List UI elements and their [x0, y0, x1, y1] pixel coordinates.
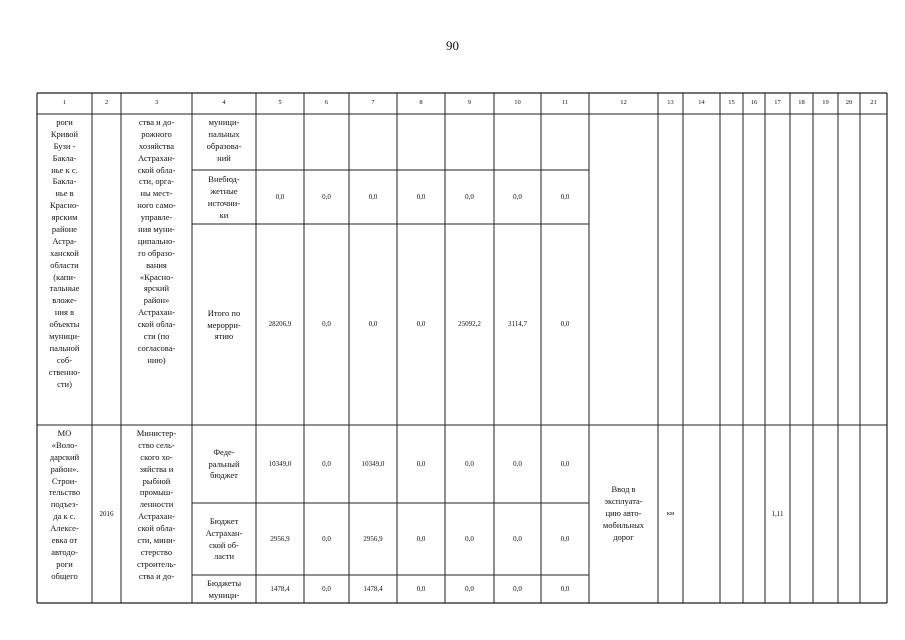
row-object-name-line: МО [57, 428, 72, 438]
row-object-name-line: автодо- [51, 546, 78, 557]
funding-source [192, 577, 256, 602]
row-object-name [37, 117, 92, 428]
indicator-name-line: дорог [613, 531, 634, 542]
row-object-name-line: ственно- [48, 366, 81, 377]
funding-source-line: ральный [208, 458, 240, 469]
row-object-name-line: соб- [56, 354, 73, 365]
row-executor-line: хозяйства [138, 140, 175, 151]
indicator-name-line: эксплуата- [604, 496, 643, 507]
row-executor-line: Министер- [136, 428, 177, 438]
row-object-name-line: подъез- [50, 499, 79, 510]
row-executor-line: управле- [140, 212, 173, 223]
header-cell-16: 16 [750, 99, 758, 107]
row-object-name-line: общего [51, 570, 78, 581]
indicator-name [589, 425, 658, 603]
funding-source [192, 117, 256, 169]
row-object-name-line: роги [56, 558, 73, 569]
funding-source-line: ской об- [209, 539, 239, 550]
funding-value: 0,0 [368, 192, 378, 201]
indicator-name-line: Ввод в [611, 484, 636, 495]
funding-value: 10349,0 [268, 459, 292, 468]
unit: км [666, 509, 675, 517]
row-object-name-line: нье к с. [51, 164, 78, 175]
funding-source-line: образова- [206, 140, 242, 151]
row-executor-line: промыш- [139, 487, 174, 498]
page-number: 90 [446, 38, 459, 53]
row-object-name-line: вложе- [52, 295, 77, 306]
header-cell-1: 1 [62, 99, 67, 107]
row-object-name-line: Астра- [52, 235, 77, 246]
header-cell-18: 18 [798, 99, 805, 107]
funding-value: 0,0 [416, 584, 426, 593]
funding-value: 0,0 [322, 320, 331, 328]
funding-source [192, 505, 256, 574]
row-executor-line: сти, орга- [139, 176, 174, 187]
header-cell-21: 21 [870, 99, 877, 107]
funding-value: 0,0 [560, 584, 570, 593]
funding-value: 25092,2 [458, 320, 481, 328]
row-executor-line: ского хо- [140, 451, 173, 462]
row-object-name-line: Бузи - [53, 140, 76, 151]
row-executor-line: го образо- [138, 247, 175, 258]
row-object-name-line: район». [50, 463, 79, 474]
row-executor-line: ного само- [137, 200, 176, 211]
funding-value: 0,0 [513, 534, 522, 543]
funding-value: 0,0 [322, 534, 331, 543]
funding-value: 10349,0 [361, 459, 385, 468]
header-cell-8: 8 [419, 99, 423, 107]
row-executor-line: сти, мини- [137, 535, 176, 546]
row-executor-line: нию) [147, 354, 166, 365]
funding-source-line: муници- [208, 117, 240, 127]
funding-value: 0,0 [465, 534, 474, 543]
funding-source-line: ятию [214, 331, 234, 342]
row-executor-line: Астрахан- [138, 152, 175, 163]
row-object-name-line: тельство [48, 487, 81, 498]
funding-value: 0,0 [465, 584, 474, 593]
funding-value: 0,0 [275, 192, 285, 201]
header-cell-7: 7 [371, 99, 375, 107]
row-executor-line: рожного [141, 128, 172, 139]
row-executor-line: «Красно- [139, 271, 174, 282]
row-object-name-line: Красно- [49, 200, 80, 211]
row-executor-line: ства и до- [138, 570, 175, 581]
row-executor [121, 428, 192, 606]
row-executor-line: ской обла- [137, 164, 176, 175]
funding-value: 0,0 [322, 584, 331, 593]
funding-source-line: жетные [210, 186, 238, 197]
funding-value: 0,0 [465, 459, 474, 468]
funding-value: 2956,9 [270, 534, 290, 543]
row-object-name-line: Кривой [50, 128, 79, 139]
row-object-name-line: пальной [49, 342, 80, 353]
funding-source-line: бюджет [210, 470, 238, 481]
funding-source-line: Бюджеты [206, 577, 242, 588]
row-object-name-line: сти) [57, 378, 72, 389]
row-object-name [37, 428, 92, 606]
funding-value: 0,0 [513, 459, 522, 468]
row-executor-line: ства и до- [138, 117, 175, 127]
funding-value: 0,0 [322, 192, 331, 201]
funding-value: 0,0 [560, 534, 570, 543]
funding-source-line: муници- [208, 589, 240, 600]
header-cell-5: 5 [278, 99, 282, 107]
header-cell-15: 15 [728, 99, 735, 107]
funding-source [192, 173, 256, 223]
row-executor-line: Астрахан- [138, 511, 175, 522]
row-executor-line: строитель- [136, 558, 177, 569]
funding-value: 0,0 [416, 534, 426, 543]
row-executor-line: сти (по [143, 331, 170, 342]
header-cell-14: 14 [698, 99, 705, 107]
header-cell-9: 9 [467, 99, 472, 107]
funding-value: 0,0 [416, 320, 426, 328]
header-cell-3: 3 [154, 99, 159, 107]
funding-source [192, 227, 256, 424]
target-value: 1,11 [771, 509, 784, 518]
row-object-name-line: области [50, 259, 79, 270]
funding-value: 2956,9 [363, 534, 383, 543]
header-cell-6: 6 [324, 99, 329, 107]
header-cell-20: 20 [845, 99, 853, 107]
indicator-name-line: цию авто- [605, 508, 642, 519]
funding-source-line: Итого по [207, 307, 241, 318]
row-executor [121, 117, 192, 428]
row-executor-line: стерство [140, 546, 173, 557]
funding-value: 0,0 [513, 192, 522, 201]
funding-source [192, 427, 256, 502]
header-cell-17: 17 [774, 99, 781, 107]
funding-value: 3114,7 [508, 320, 527, 328]
row-executor-line: зяйства и [139, 463, 174, 474]
funding-source-line: мероpри- [207, 319, 241, 330]
funding-value: 0,0 [322, 459, 331, 468]
row-executor-line: рыбной [142, 475, 171, 486]
row-object-name-line: Алексе- [50, 523, 79, 534]
row-executor-line: ния муни- [138, 224, 175, 235]
row-object-name-line: роги [56, 117, 73, 127]
row-executor-line: вания [146, 259, 167, 270]
row-object-name-line: дарский [49, 451, 80, 462]
row-object-name-line: ханской [50, 247, 79, 258]
row-object-name-line: евка от [51, 535, 78, 546]
funding-value: 0,0 [465, 192, 474, 201]
funding-value: 0,0 [416, 192, 426, 201]
row-executor-line: Астрахан- [138, 307, 175, 318]
row-object-name-line: Строи- [51, 475, 78, 486]
row-executor-line: ской обла- [137, 523, 176, 534]
funding-value: 0,0 [416, 459, 426, 468]
funding-value: 0,0 [368, 320, 378, 328]
funding-source-line: ки [219, 209, 229, 220]
row-object-name-line: муници- [49, 331, 80, 342]
row-object-name-line: Бакла- [52, 152, 77, 163]
row-object-name-line: нье в [55, 188, 74, 199]
indicator-name-line: мобильных [602, 519, 645, 530]
funding-source-line: Астрахан- [205, 527, 243, 538]
row-object-name-line: тальные [49, 283, 80, 294]
funding-source-line: Феде- [213, 446, 235, 457]
row-object-name-line: объекты [49, 319, 80, 330]
row-object-name-line: Бакла- [52, 176, 77, 187]
header-cell-10: 10 [514, 99, 521, 107]
row-object-name-line: да к с. [53, 511, 76, 522]
funding-value: 1478,4 [270, 584, 290, 593]
row-executor-line: ленности [139, 499, 174, 510]
funding-source-line: ний [217, 152, 231, 163]
funding-value: 0,0 [560, 459, 570, 468]
funding-value: 28206,9 [268, 320, 292, 328]
funding-source-line: Внебюд- [208, 174, 240, 185]
row-executor-line: ство сель- [138, 439, 175, 450]
row-object-name-line: ярским [51, 212, 78, 223]
row-executor-line: ципально- [137, 235, 176, 246]
row-executor-line: район» [143, 295, 170, 306]
header-cell-12: 12 [620, 99, 627, 107]
funding-source-line: источни- [207, 198, 241, 208]
funding-value: 0,0 [560, 320, 570, 328]
row-object-name-line: «Воло- [51, 439, 78, 450]
header-cell-19: 19 [822, 99, 829, 107]
row-executor-line: согласова- [137, 342, 176, 353]
funding-source-line: ласти [213, 551, 235, 562]
header-cell-13: 13 [667, 99, 674, 107]
row-object-name-line: ния в [54, 307, 75, 318]
row-executor-line: ской обла- [137, 319, 176, 330]
funding-value: 0,0 [513, 584, 522, 593]
row-year: 2016 [99, 509, 114, 518]
row-object-name-line: районе [51, 224, 78, 235]
header-cell-11: 11 [561, 99, 569, 107]
header-cell-2: 2 [104, 99, 109, 107]
funding-value: 1478,4 [363, 584, 383, 593]
header-cell-4: 4 [222, 99, 226, 107]
row-executor-line: ны мест- [140, 188, 173, 199]
funding-source-line: Бюджет [209, 515, 239, 526]
funding-source-line: пальных [208, 128, 240, 139]
funding-value: 0,0 [560, 192, 570, 201]
row-object-name-line: (капи- [53, 271, 76, 282]
row-executor-line: ярский [143, 283, 170, 294]
